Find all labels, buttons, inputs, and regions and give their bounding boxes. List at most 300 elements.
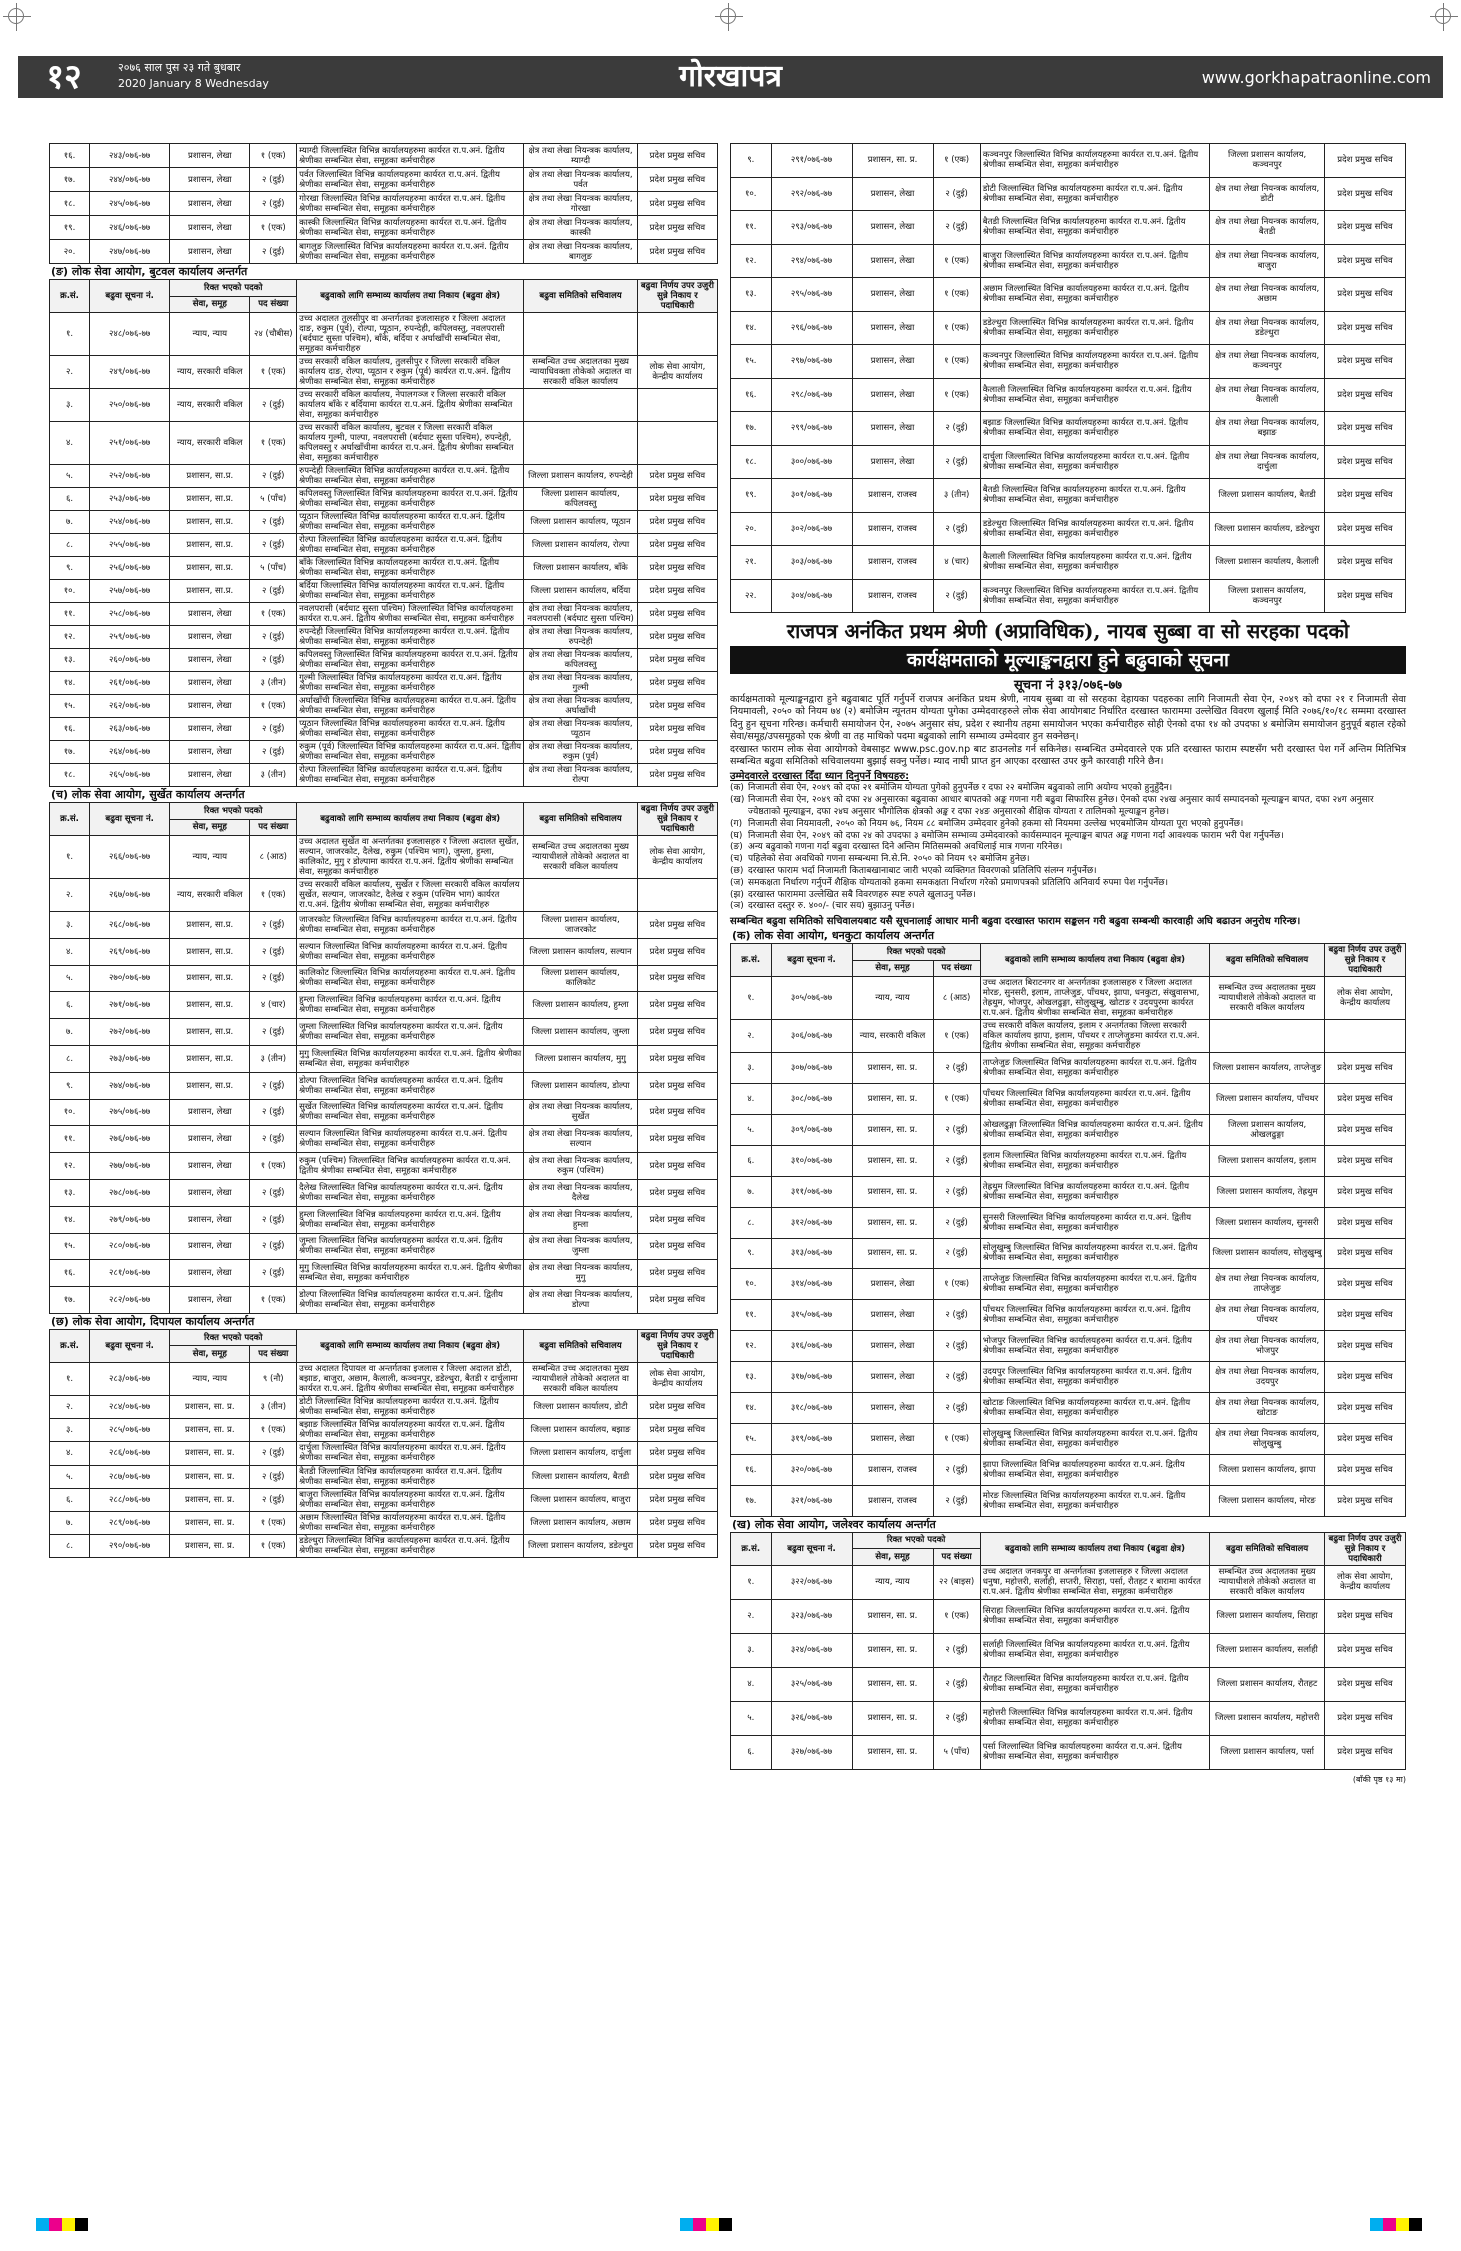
cell-sn: २. bbox=[50, 356, 90, 389]
cell-committee: जिल्ला प्रशासन कार्यालय, रोल्पा bbox=[524, 534, 638, 557]
cell-service-group: प्रशासन, सा. प्र. bbox=[170, 1535, 250, 1558]
cell-sn: ८. bbox=[50, 1535, 90, 1558]
header-vacant-post: रिक्त भएको पदको bbox=[170, 803, 297, 820]
cell-post-count: २ (दुई) bbox=[250, 580, 297, 603]
newspaper-title: गोरखापत्र bbox=[679, 59, 782, 94]
header-complaint-authority: बढुवा निर्णय उपर उजुरी सुन्ने निकाय र पदाधिकारी bbox=[637, 280, 717, 313]
cell-committee: जिल्ला प्रशासन कार्यालय, रौतहट bbox=[1210, 1667, 1325, 1701]
table-row bbox=[50, 603, 718, 626]
cell-post-count: २ (दुई) bbox=[250, 1233, 297, 1260]
table-row bbox=[50, 992, 718, 1019]
cell-eligible-offices: हुम्ला जिल्लास्थित विभिन्न कार्यालयहरुमा कार्यरत रा.प.अनं. द्वितीय श्रेणीका सम्बन्धित सेवा, समूहका कर्मचारीहरु bbox=[297, 1206, 524, 1233]
table-row bbox=[731, 1084, 1406, 1115]
cell-eligible-offices: सर्लाही जिल्लास्थित विभिन्न कार्यालयहरुमा कार्यरत रा.प.अनं. द्वितीय श्रेणीका सम्बन्धित सेवा, समूहका कर्मचारीहरु bbox=[980, 1633, 1210, 1667]
table-row bbox=[50, 511, 718, 534]
cell-eligible-offices: ताप्लेजुङ जिल्लास्थित विभिन्न कार्यालयहरुमा कार्यरत रा.प.अनं. द्वितीय श्रेणीका सम्बन्धित सेवा, समूहका कर्मचारीहरु bbox=[980, 1053, 1210, 1084]
cell-eligible-offices: ताप्लेजुङ जिल्लास्थित विभिन्न कार्यालयहरुमा कार्यरत रा.प.अनं. द्वितीय श्रेणीका सम्बन्धित सेवा, समूहका कर्मचारीहरु bbox=[980, 1269, 1210, 1300]
table-row bbox=[50, 764, 718, 787]
rule-item bbox=[730, 842, 1406, 854]
cell-service-group: प्रशासन, लेखा bbox=[170, 144, 250, 168]
cell-notice-number: २६७/०७६-७७ bbox=[90, 879, 170, 912]
table-row bbox=[50, 144, 718, 168]
cell-notice-number: ३११/०७६-७७ bbox=[771, 1176, 852, 1207]
cell-sn: १५. bbox=[50, 695, 90, 718]
cell-service-group: प्रशासन, लेखा bbox=[170, 1153, 250, 1180]
header-post-count: पद संख्या bbox=[250, 819, 297, 836]
cell-eligible-offices: उच्च अदालत दिपायल वा अन्तर्गतका इजलास र जिल्ला अदालत डोटी, बझाङ, बाजुरा, अछाम, कैलाली, कञ्चनपुर, डडेल्धुरा, बैतडी र दार्चुलामा कार्यरत रा.प.अनं. द्वितीय श्रेणीका सम्बन्धित सेवा, समूहका कर्मचारीहरु bbox=[297, 1362, 524, 1395]
cell-complaint-authority: प्रदेश प्रमुख सचिव bbox=[637, 1045, 717, 1072]
cell-post-count: १ (एक) bbox=[933, 1269, 980, 1300]
cell-post-count: २ (दुई) bbox=[250, 1072, 297, 1099]
cell-eligible-offices: जुम्ला जिल्लास्थित विभिन्न कार्यालयहरुमा कार्यरत रा.प.अनं. द्वितीय श्रेणीका सम्बन्धित सेवा, समूहका कर्मचारीहरु bbox=[297, 1019, 524, 1046]
table-surkhet bbox=[49, 802, 718, 1314]
cell-post-count: २ (दुई) bbox=[250, 626, 297, 649]
cell-eligible-offices: उच्च सरकारी वकिल कार्यालय, बुटवल र जिल्ला सरकारी वकिल कार्यालय गुल्मी, पाल्पा, नवलपरासी (बर्दघाट सुस्ता पश्चिम), रुपन्देही, कपिलवस्तु र अर्घाखाँचीमा कार्यरत रा.प.अनं. द्वितीय श्रेणीका सम्बन्धित सेवा, समूहका कर्मचारीहरु bbox=[297, 422, 524, 465]
cell-notice-number: ३०७/०७६-७७ bbox=[771, 1053, 852, 1084]
cell-committee: जिल्ला प्रशासन कार्यालय, सर्लाही bbox=[1210, 1633, 1325, 1667]
header-post-count: पद संख्या bbox=[933, 1549, 980, 1566]
cell-notice-number: २५१/०७६-७७ bbox=[90, 422, 170, 465]
cell-service-group: प्रशासन, सा. प्र. bbox=[852, 1207, 933, 1238]
header-eligible-offices: बढुवाको लागि सम्भाव्य कार्यालय तथा निकाय (बढुवा क्षेत्र) bbox=[980, 944, 1210, 977]
cell-post-count: २ (दुई) bbox=[250, 718, 297, 741]
section-title-surkhet: (च) लोक सेवा आयोग, सुर्खेत कार्यालय अन्तर्गत bbox=[51, 788, 245, 801]
cell-sn: ५. bbox=[731, 1114, 772, 1145]
cell-eligible-offices: दार्चुला जिल्लास्थित विभिन्न कार्यालयहरुमा कार्यरत रा.प.अनं. द्वितीय श्रेणीका सम्बन्धित सेवा, समूहका कर्मचारीहरु bbox=[297, 1442, 524, 1465]
cell-notice-number: ३०४/०७६-७७ bbox=[771, 579, 852, 613]
cell-eligible-offices: उच्च अदालत बिराटनगर वा अन्तर्गतका इजलासहरु र जिल्ला अदालत मोरङ, सुनसरी, इलाम, ताप्लेजुङ, पाँचथर, झापा, धनकुटा, संखुवासभा, तेह्रथुम, भोजपुर, ओखलढुङ्गा, सोलुखुम्बु, खोटाङ र उदयपुरमा कार्यरत रा.प.अनं. द्वितीय श्रेणीका सम्बन्धित सेवा, समूहका कर्मचारीहरु bbox=[980, 977, 1210, 1020]
cell-eligible-offices: जुम्ला जिल्लास्थित विभिन्न कार्यालयहरुमा कार्यरत रा.प.अनं. द्वितीय श्रेणीका सम्बन्धित सेवा, समूहका कर्मचारीहरु bbox=[297, 1233, 524, 1260]
table-header-row bbox=[50, 1329, 718, 1346]
table-row bbox=[731, 311, 1406, 345]
cell-eligible-offices: रुपन्देही जिल्लास्थित विभिन्न कार्यालयहरुमा कार्यरत रा.प.अनं. द्वितीय श्रेणीका सम्बन्धित सेवा, समूहका कर्मचारीहरु bbox=[297, 465, 524, 488]
cell-post-count: २ (दुई) bbox=[250, 1465, 297, 1488]
cell-sn: ३. bbox=[50, 912, 90, 939]
header-notice-number: बढुवा सूचना नं. bbox=[771, 1532, 852, 1565]
cell-post-count: २ (दुई) bbox=[250, 192, 297, 216]
registration-mark bbox=[720, 8, 736, 24]
cell-eligible-offices: बाँके जिल्लास्थित विभिन्न कार्यालयहरुमा कार्यरत रा.प.अनं. द्वितीय श्रेणीका सम्बन्धित सेवा, समूहका कर्मचारीहरु bbox=[297, 557, 524, 580]
cell-eligible-offices: सिराहा जिल्लास्थित विभिन्न कार्यालयहरुमा कार्यरत रा.प.अनं. द्वितीय श्रेणीका सम्बन्धित सेवा, समूहका कर्मचारीहरु bbox=[980, 1599, 1210, 1633]
cell-post-count: २ (दुई) bbox=[250, 240, 297, 264]
notice-number: सूचना नं ३१३/०७६-७७ bbox=[1013, 678, 1123, 693]
cell-service-group: प्रशासन, सा.प्र. bbox=[170, 938, 250, 965]
cell-committee: क्षेत्र तथा लेखा नियन्त्रक कार्यालय, रोल्पा bbox=[524, 764, 638, 787]
cell-post-count: १ (एक) bbox=[250, 422, 297, 465]
cell-complaint-authority: प्रदेश प्रमुख सचिव bbox=[1325, 1454, 1406, 1485]
cell-eligible-offices: उच्च सरकारी वकिल कार्यालय, सुर्खेत र जिल्ला सरकारी वकिल कार्यालय सुर्खेत, सल्यान, जाजरकोट, दैलेख र रुकुम (पश्चिम भाग) कार्यरत रा.प.अनं. द्वितीय श्रेणीका सम्बन्धित सेवा, समूहका कर्मचारीहरु bbox=[297, 879, 524, 912]
cell-service-group: प्रशासन, सा. प्र. bbox=[852, 1145, 933, 1176]
cell-service-group: प्रशासन, सा. प्र. bbox=[852, 1176, 933, 1207]
website-link[interactable]: www.gorkhapatraonline.com bbox=[1201, 68, 1431, 87]
cell-committee: क्षेत्र तथा लेखा नियन्त्रक कार्यालय, नवलपरासी (बर्दघाट सुस्ता पश्चिम) bbox=[524, 603, 638, 626]
cell-notice-number: २५६/०७६-७७ bbox=[90, 557, 170, 580]
cell-committee: क्षेत्र तथा लेखा नियन्त्रक कार्यालय, डोल्पा bbox=[524, 1287, 638, 1314]
cell-committee: क्षेत्र तथा लेखा नियन्त्रक कार्यालय, डडेल्धुरा bbox=[1210, 311, 1325, 345]
cell-sn: १४. bbox=[50, 672, 90, 695]
cell-sn: ५. bbox=[50, 1465, 90, 1488]
rule-text: दरखास्त दस्तुर रु. ४००/- (चार सय) बुझाउनु पर्नेछ। bbox=[748, 901, 915, 912]
cell-post-count: २ (दुई) bbox=[933, 1454, 980, 1485]
cell-sn: १२. bbox=[50, 1153, 90, 1180]
cell-service-group: प्रशासन, लेखा bbox=[852, 244, 933, 278]
header-complaint-authority: बढुवा निर्णय उपर उजुरी सुन्ने निकाय र पदाधिकारी bbox=[637, 803, 717, 836]
cell-post-count: १ (एक) bbox=[933, 1084, 980, 1115]
cell-notice-number: २६६/०७६-७७ bbox=[90, 836, 170, 879]
cell-post-count: २ (दुई) bbox=[250, 741, 297, 764]
cell-notice-number: ३०२/०७६-७७ bbox=[771, 512, 852, 546]
cell-complaint-authority: प्रदेश प्रमुख सचिव bbox=[637, 240, 717, 264]
cell-complaint-authority: प्रदेश प्रमुख सचिव bbox=[637, 672, 717, 695]
cell-committee: जिल्ला प्रशासन कार्यालय, डडेल्धुरा bbox=[1210, 512, 1325, 546]
cell-sn: ४. bbox=[50, 1442, 90, 1465]
table-header-row bbox=[50, 803, 718, 820]
cell-post-count: २ (दुई) bbox=[250, 1206, 297, 1233]
cell-complaint-authority: प्रदेश प्रमुख सचिव bbox=[637, 1206, 717, 1233]
cell-post-count: २ (दुई) bbox=[933, 1393, 980, 1424]
cell-service-group: प्रशासन, लेखा bbox=[852, 1393, 933, 1424]
cell-notice-number: २६१/०७६-७७ bbox=[90, 672, 170, 695]
cell-sn: ११. bbox=[731, 211, 772, 245]
cell-complaint-authority: प्रदेश प्रमुख सचिव bbox=[637, 1233, 717, 1260]
table-row bbox=[731, 1393, 1406, 1424]
cell-service-group: न्याय, न्याय bbox=[170, 1362, 250, 1395]
cell-notice-number: २५४/०७६-७७ bbox=[90, 511, 170, 534]
cell-notice-number: २८२/०७६-७७ bbox=[90, 1287, 170, 1314]
cell-complaint-authority: प्रदेश प्रमुख सचिव bbox=[1325, 1362, 1406, 1393]
header-vacant-post: रिक्त भएको पदको bbox=[852, 1532, 980, 1549]
cell-complaint-authority: प्रदेश प्रमुख सचिव bbox=[1325, 1114, 1406, 1145]
cell-sn: ११. bbox=[731, 1300, 772, 1331]
cell-notice-number: २९६/०७६-७७ bbox=[771, 311, 852, 345]
header-notice-number: बढुवा सूचना नं. bbox=[90, 280, 170, 313]
cell-committee: क्षेत्र तथा लेखा नियन्त्रक कार्यालय, बैतडी bbox=[1210, 211, 1325, 245]
table-row bbox=[731, 1633, 1406, 1667]
cell-post-count: २ (दुई) bbox=[933, 1485, 980, 1516]
cell-sn: १९. bbox=[731, 479, 772, 513]
cell-notice-number: ३०६/०७६-७७ bbox=[771, 1020, 852, 1053]
cell-notice-number: २४६/०७६-७७ bbox=[90, 216, 170, 240]
cell-notice-number: २८४/०७६-७७ bbox=[90, 1395, 170, 1418]
header-sn: क्र.सं. bbox=[50, 280, 90, 313]
cell-notice-number: २८१/०७६-७७ bbox=[90, 1260, 170, 1287]
cell-committee bbox=[524, 879, 638, 912]
cell-sn: १. bbox=[731, 977, 772, 1020]
header-notice-number: बढुवा सूचना नं. bbox=[771, 944, 852, 977]
cell-notice-number: २७८/०७६-७७ bbox=[90, 1179, 170, 1206]
cell-service-group: प्रशासन, लेखा bbox=[852, 1300, 933, 1331]
masthead bbox=[18, 56, 1443, 98]
table-row bbox=[50, 1072, 718, 1099]
table-row bbox=[731, 479, 1406, 513]
cell-committee: क्षेत्र तथा लेखा नियन्त्रक कार्यालय, म्याग्दी bbox=[524, 144, 638, 168]
right-column bbox=[730, 143, 1406, 1785]
cell-service-group: प्रशासन, राजस्व bbox=[852, 579, 933, 613]
cell-post-count: २ (दुई) bbox=[250, 1099, 297, 1126]
table-row bbox=[50, 912, 718, 939]
cell-complaint-authority: प्रदेश प्रमुख सचिव bbox=[1325, 1269, 1406, 1300]
cell-post-count: २ (दुई) bbox=[933, 1176, 980, 1207]
notice-closing: सम्बन्धित बढुवा समितिको सचिवालयबाट यसै सूचनालाई आधार मानी बढुवा दरखास्त फाराम सङ्कलन गरी बढुवा सम्बन्धी कारवाही अघि बढाउन अनुरोध गरिन्छ। bbox=[730, 916, 1301, 928]
cell-service-group: प्रशासन, सा.प्र. bbox=[170, 534, 250, 557]
header-complaint-authority: बढुवा निर्णय उपर उजुरी सुन्ने निकाय र पदाधिकारी bbox=[637, 1329, 717, 1362]
table-row bbox=[731, 211, 1406, 245]
cell-eligible-offices: रुकुम (पश्चिम) जिल्लास्थित विभिन्न कार्यालयहरुमा कार्यरत रा.प.अनं. द्वितीय श्रेणीका सम्बन्धित सेवा, समूहका कर्मचारीहरु bbox=[297, 1153, 524, 1180]
header-service-group: सेवा, समूह bbox=[170, 1346, 250, 1363]
cell-complaint-authority: प्रदेश प्रमुख सचिव bbox=[637, 1488, 717, 1511]
cell-service-group: न्याय, सरकारी वकिल bbox=[170, 422, 250, 465]
cell-sn: ३. bbox=[50, 389, 90, 422]
cell-complaint-authority: प्रदेश प्रमुख सचिव bbox=[1325, 1207, 1406, 1238]
cell-post-count: ५ (पाँच) bbox=[933, 1735, 980, 1769]
cell-notice-number: २९२/०७६-७७ bbox=[771, 177, 852, 211]
cell-complaint-authority: प्रदेश प्रमुख सचिव bbox=[1325, 412, 1406, 446]
cell-post-count: २ (दुई) bbox=[933, 1633, 980, 1667]
rule-marker: (क) bbox=[730, 783, 744, 794]
cell-sn: ९. bbox=[50, 557, 90, 580]
cell-eligible-offices: बाजुरा जिल्लास्थित विभिन्न कार्यालयहरुमा कार्यरत रा.प.अनं. द्वितीय श्रेणीका सम्बन्धित सेवा, समूहका कर्मचारीहरु bbox=[980, 244, 1210, 278]
cell-complaint-authority: प्रदेश प्रमुख सचिव bbox=[637, 534, 717, 557]
cell-post-count: २ (दुई) bbox=[250, 534, 297, 557]
cell-post-count: २ (दुई) bbox=[933, 1300, 980, 1331]
cell-service-group: प्रशासन, लेखा bbox=[170, 192, 250, 216]
cell-service-group: प्रशासन, लेखा bbox=[852, 445, 933, 479]
cell-notice-number: २६८/०७६-७७ bbox=[90, 912, 170, 939]
table-row bbox=[731, 1565, 1406, 1599]
table-row bbox=[731, 977, 1406, 1020]
cell-notice-number: ३२६/०७६-७७ bbox=[771, 1701, 852, 1735]
cell-sn: ७. bbox=[50, 1511, 90, 1534]
table-row bbox=[50, 356, 718, 389]
table-row bbox=[50, 1099, 718, 1126]
cell-post-count: १ (एक) bbox=[933, 144, 980, 178]
cell-committee: जिल्ला प्रशासन कार्यालय, दार्चुला bbox=[524, 1442, 638, 1465]
cell-notice-number: ३००/०७६-७७ bbox=[771, 445, 852, 479]
cell-eligible-offices: डोटी जिल्लास्थित विभिन्न कार्यालयहरुमा कार्यरत रा.प.अनं. द्वितीय श्रेणीका सम्बन्धित सेवा, समूहका कर्मचारीहरु bbox=[297, 1395, 524, 1418]
table-header-row bbox=[731, 1532, 1406, 1549]
cell-post-count: २ (दुई) bbox=[250, 1442, 297, 1465]
cell-post-count: २ (दुई) bbox=[250, 465, 297, 488]
cell-sn: ६. bbox=[50, 992, 90, 1019]
cell-sn: ४. bbox=[50, 422, 90, 465]
cell-sn: ८. bbox=[50, 1045, 90, 1072]
cell-committee: क्षेत्र तथा लेखा नियन्त्रक कार्यालय, कैलाली bbox=[1210, 378, 1325, 412]
cell-eligible-offices: खोटाङ जिल्लास्थित विभिन्न कार्यालयहरुमा कार्यरत रा.प.अनं. द्वितीय श्रेणीका सम्बन्धित सेवा, समूहका कर्मचारीहरु bbox=[980, 1393, 1210, 1424]
rule-marker: (छ) bbox=[730, 866, 744, 877]
table-butwal bbox=[49, 279, 718, 787]
table-row bbox=[731, 1300, 1406, 1331]
cell-committee: जिल्ला प्रशासन कार्यालय, ताप्लेजुङ bbox=[1210, 1053, 1325, 1084]
cell-notice-number: २८७/०७६-७७ bbox=[90, 1465, 170, 1488]
cell-sn: १७. bbox=[50, 168, 90, 192]
cell-post-count: १ (एक) bbox=[250, 879, 297, 912]
rule-text: दरखास्त फाराम भर्दा निजामती किताबखानाबाट जारी भएको व्यक्तिगत विवरणको प्रतिलिपि संलग्न गर्नुपर्नेछ। bbox=[748, 866, 1097, 877]
table-row bbox=[50, 836, 718, 879]
table-row bbox=[731, 1485, 1406, 1516]
cell-sn: १३. bbox=[50, 649, 90, 672]
continued-note: (बाँकी पृष्ठ १३ मा) bbox=[1352, 1774, 1406, 1784]
cell-post-count: १ (एक) bbox=[250, 603, 297, 626]
cell-eligible-offices: बझाङ जिल्लास्थित विभिन्न कार्यालयहरुमा कार्यरत रा.प.अनं. द्वितीय श्रेणीका सम्बन्धित सेवा, समूहका कर्मचारीहरु bbox=[297, 1419, 524, 1442]
cell-notice-number: ३२०/०७६-७७ bbox=[771, 1454, 852, 1485]
cell-complaint-authority: प्रदेश प्रमुख सचिव bbox=[637, 649, 717, 672]
cell-notice-number: २५०/०७६-७७ bbox=[90, 389, 170, 422]
cell-complaint-authority: प्रदेश प्रमुख सचिव bbox=[637, 465, 717, 488]
table-row bbox=[731, 512, 1406, 546]
header-sn: क्र.सं. bbox=[731, 1532, 772, 1565]
cell-complaint-authority: प्रदेश प्रमुख सचिव bbox=[637, 1442, 717, 1465]
cell-committee: जिल्ला प्रशासन कार्यालय, सुनसरी bbox=[1210, 1207, 1325, 1238]
table-row bbox=[731, 144, 1406, 178]
cell-service-group: प्रशासन, राजस्व bbox=[852, 479, 933, 513]
cell-post-count: १ (एक) bbox=[250, 1153, 297, 1180]
cell-complaint-authority: प्रदेश प्रमुख सचिव bbox=[1325, 1633, 1406, 1667]
cell-complaint-authority: प्रदेश प्रमुख सचिव bbox=[637, 1465, 717, 1488]
cell-service-group: प्रशासन, सा. प्र. bbox=[852, 1053, 933, 1084]
cell-post-count: २ (दुई) bbox=[933, 1053, 980, 1084]
cell-notice-number: ३०३/०७६-७७ bbox=[771, 546, 852, 580]
rule-text: निजामती सेवा ऐन, २०४९ को दफा २१ बमोजिम योग्यता पुगेको हुनुपर्नेछ र दफा २२ बमोजिम बढुवाको लागि अयोग्य भएको हुनुहुँदैन। bbox=[748, 783, 1173, 794]
cell-committee: क्षेत्र तथा लेखा नियन्त्रक कार्यालय, भोजपुर bbox=[1210, 1331, 1325, 1362]
cell-post-count: १ (एक) bbox=[933, 1020, 980, 1053]
rule-item bbox=[730, 831, 1406, 843]
cell-complaint-authority: प्रदेश प्रमुख सचिव bbox=[1325, 1701, 1406, 1735]
cell-complaint-authority: प्रदेश प्रमुख सचिव bbox=[637, 168, 717, 192]
cell-post-count: १ (एक) bbox=[933, 1423, 980, 1454]
cell-committee bbox=[524, 422, 638, 465]
cell-eligible-offices: मुगु जिल्लास्थित विभिन्न कार्यालयहरुमा कार्यरत रा.प.अनं. द्वितीय श्रेणीका सम्बन्धित सेवा, समूहका कर्मचारीहरु bbox=[297, 1045, 524, 1072]
cell-sn: २. bbox=[731, 1599, 772, 1633]
cell-service-group: प्रशासन, राजस्व bbox=[852, 546, 933, 580]
cell-eligible-offices: प्यूठान जिल्लास्थित विभिन्न कार्यालयहरुमा कार्यरत रा.प.अनं. द्वितीय श्रेणीका सम्बन्धित सेवा, समूहका कर्मचारीहरु bbox=[297, 718, 524, 741]
cell-post-count: ३ (तीन) bbox=[250, 764, 297, 787]
color-bar bbox=[36, 2218, 88, 2231]
cell-service-group: प्रशासन, लेखा bbox=[170, 168, 250, 192]
cell-notice-number: ३१७/०७६-७७ bbox=[771, 1362, 852, 1393]
cell-committee: जिल्ला प्रशासन कार्यालय, महोत्तरी bbox=[1210, 1701, 1325, 1735]
section-title-dhankuta: (क) लोक सेवा आयोग, धनकुटा कार्यालय अन्तर्गत bbox=[732, 929, 935, 943]
table-row bbox=[731, 1176, 1406, 1207]
table-row bbox=[731, 278, 1406, 312]
cell-sn: ९. bbox=[731, 1238, 772, 1269]
color-bar bbox=[1370, 2218, 1422, 2231]
cell-committee: जिल्ला प्रशासन कार्यालय, डोल्पा bbox=[524, 1072, 638, 1099]
cell-committee: जिल्ला प्रशासन कार्यालय, सिराहा bbox=[1210, 1599, 1325, 1633]
cell-complaint-authority: प्रदेश प्रमुख सचिव bbox=[637, 488, 717, 511]
cell-service-group: न्याय, सरकारी वकिल bbox=[170, 879, 250, 912]
cell-eligible-offices: बझाङ जिल्लास्थित विभिन्न कार्यालयहरुमा कार्यरत रा.प.अनं. द्वितीय श्रेणीका सम्बन्धित सेवा, समूहका कर्मचारीहरु bbox=[980, 412, 1210, 446]
cell-complaint-authority: प्रदेश प्रमुख सचिव bbox=[637, 1126, 717, 1153]
cell-service-group: प्रशासन, राजस्व bbox=[852, 512, 933, 546]
cell-eligible-offices: डडेल्धुरा जिल्लास्थित विभिन्न कार्यालयहरुमा कार्यरत रा.प.अनं. द्वितीय श्रेणीका सम्बन्धित सेवा, समूहका कर्मचारीहरु bbox=[980, 311, 1210, 345]
cell-service-group: प्रशासन, राजस्व bbox=[852, 1485, 933, 1516]
cell-post-count: २ (दुई) bbox=[250, 912, 297, 939]
rule-text: निजामती सेवा ऐन, २०४९ को दफा २४ अनुसारका बढुवाका आधार बापतको अङ्क गणना गरी बढुवा सिफारिस हुनेछ। ऐनको दफा २४ख अनुसार कार्य सम्पादनको मूल्याङ्कन बापत, दफा २४ग अनुसार ज्येष्ठताको मूल्याङ्कन, दफा २४घ अनुसार भौगोलिक क्षेत्रको अङ्क र दफा २४ङ अनुसारको शैक्षिक योग्यता र तालिमको मूल्याङ्कन हुनेछ। bbox=[748, 795, 1374, 818]
cell-eligible-offices: हुम्ला जिल्लास्थित विभिन्न कार्यालयहरुमा कार्यरत रा.प.अनं. द्वितीय श्रेणीका सम्बन्धित सेवा, समूहका कर्मचारीहरु bbox=[297, 992, 524, 1019]
table-row bbox=[50, 389, 718, 422]
cell-sn: ४. bbox=[731, 1667, 772, 1701]
cell-notice-number: ३२४/०७६-७७ bbox=[771, 1633, 852, 1667]
table-janakpur bbox=[730, 1532, 1406, 1770]
date-english: 2020 January 8 Wednesday bbox=[118, 77, 269, 90]
cell-service-group: प्रशासन, लेखा bbox=[170, 240, 250, 264]
cell-notice-number: २५२/०७६-७७ bbox=[90, 465, 170, 488]
cell-committee: जिल्ला प्रशासन कार्यालय, जुम्ला bbox=[524, 1019, 638, 1046]
cell-complaint-authority: प्रदेश प्रमुख सचिव bbox=[1325, 1485, 1406, 1516]
cell-complaint-authority: प्रदेश प्रमुख सचिव bbox=[1325, 1053, 1406, 1084]
table-row bbox=[731, 244, 1406, 278]
cell-post-count: २ (दुई) bbox=[933, 1331, 980, 1362]
rule-item bbox=[730, 783, 1406, 795]
cell-committee: क्षेत्र तथा लेखा नियन्त्रक कार्यालय, प्यूठान bbox=[524, 718, 638, 741]
cell-notice-number: ३२३/०७६-७७ bbox=[771, 1599, 852, 1633]
cell-sn: ८. bbox=[731, 1207, 772, 1238]
cell-post-count: २ (दुई) bbox=[933, 1701, 980, 1735]
color-bar bbox=[680, 2218, 732, 2231]
table-row bbox=[50, 672, 718, 695]
cell-complaint-authority: प्रदेश प्रमुख सचिव bbox=[637, 695, 717, 718]
cell-sn: १. bbox=[731, 1565, 772, 1599]
cell-complaint-authority: प्रदेश प्रमुख सचिव bbox=[1325, 345, 1406, 379]
cell-notice-number: ३१०/०७६-७७ bbox=[771, 1145, 852, 1176]
cell-eligible-offices: बागलुङ जिल्लास्थित विभिन्न कार्यालयहरुमा कार्यरत रा.प.अनं. द्वितीय श्रेणीका सम्बन्धित सेवा, समूहका कर्मचारीहरु bbox=[297, 240, 524, 264]
rule-marker: (झ) bbox=[730, 889, 744, 900]
cell-service-group: प्रशासन, लेखा bbox=[852, 1331, 933, 1362]
header-service-group: सेवा, समूह bbox=[170, 819, 250, 836]
cell-eligible-offices: डोल्पा जिल्लास्थित विभिन्न कार्यालयहरुमा कार्यरत रा.प.अनं. द्वितीय श्रेणीका सम्बन्धित सेवा, समूहका कर्मचारीहरु bbox=[297, 1072, 524, 1099]
table-row bbox=[50, 649, 718, 672]
cell-committee: क्षेत्र तथा लेखा नियन्त्रक कार्यालय, उदयपुर bbox=[1210, 1362, 1325, 1393]
cell-service-group: प्रशासन, लेखा bbox=[170, 649, 250, 672]
cell-sn: ८. bbox=[50, 534, 90, 557]
cell-eligible-offices: रोल्पा जिल्लास्थित विभिन्न कार्यालयहरुमा कार्यरत रा.प.अनं. द्वितीय श्रेणीका सम्बन्धित सेवा, समूहका कर्मचारीहरु bbox=[297, 764, 524, 787]
cell-complaint-authority: प्रदेश प्रमुख सचिव bbox=[637, 912, 717, 939]
table-row bbox=[731, 1269, 1406, 1300]
cell-service-group: प्रशासन, लेखा bbox=[170, 1233, 250, 1260]
cell-notice-number: ३०५/०७६-७७ bbox=[771, 977, 852, 1020]
header-complaint-authority: बढुवा निर्णय उपर उजुरी सुन्ने निकाय र पदाधिकारी bbox=[1325, 1532, 1406, 1565]
table-row bbox=[731, 177, 1406, 211]
table-row bbox=[731, 1053, 1406, 1084]
cell-sn: ९. bbox=[731, 144, 772, 178]
cell-service-group: न्याय, न्याय bbox=[852, 977, 933, 1020]
cell-committee: जिल्ला प्रशासन कार्यालय, कञ्चनपुर bbox=[1210, 579, 1325, 613]
cell-notice-number: ३०८/०७६-७७ bbox=[771, 1084, 852, 1115]
table-row bbox=[50, 879, 718, 912]
cell-eligible-offices: महोत्तरी जिल्लास्थित विभिन्न कार्यालयहरुमा कार्यरत रा.प.अनं. द्वितीय श्रेणीका सम्बन्धित सेवा, समूहका कर्मचारीहरु bbox=[980, 1701, 1210, 1735]
cell-service-group: प्रशासन, सा. प्र. bbox=[852, 1084, 933, 1115]
cell-post-count: २ (दुई) bbox=[933, 579, 980, 613]
header-committee: बढुवा समितिको सचिवालय bbox=[1210, 944, 1325, 977]
cell-service-group: प्रशासन, सा. प्र. bbox=[852, 1633, 933, 1667]
notice-heading: राजपत्र अनंकित प्रथम श्रेणी (अप्राविधिक), नायब सुब्बा वा सो सरहका पदको bbox=[786, 619, 1350, 643]
cell-complaint-authority bbox=[637, 422, 717, 465]
cell-notice-number: ३१३/०७६-७७ bbox=[771, 1238, 852, 1269]
cell-post-count: २ (दुई) bbox=[250, 649, 297, 672]
cell-post-count: १ (एक) bbox=[250, 144, 297, 168]
cell-service-group: प्रशासन, लेखा bbox=[852, 1362, 933, 1393]
cell-service-group: प्रशासन, सा.प्र. bbox=[170, 511, 250, 534]
cell-eligible-offices: उच्च अदालत सुर्खेत वा अन्तर्गतका इजलासहरु र जिल्ला अदालत सुर्खेत, सल्यान, जाजरकोट, दैलेख, रुकुम (पश्चिम भाग), जुम्ला, हुम्ला, कालिकोट, मुगु र डोल्पामा कार्यरत रा.प.अनं. द्वितीय श्रेणीका सम्बन्धित सेवा, समूहका कर्मचारीहरु bbox=[297, 836, 524, 879]
cell-sn: १८. bbox=[50, 764, 90, 787]
cell-committee: क्षेत्र तथा लेखा नियन्त्रक कार्यालय, बागलुङ bbox=[524, 240, 638, 264]
cell-eligible-offices: रुपन्देही जिल्लास्थित विभिन्न कार्यालयहरुमा कार्यरत रा.प.अनं. द्वितीय श्रेणीका सम्बन्धित सेवा, समूहका कर्मचारीहरु bbox=[297, 626, 524, 649]
cell-post-count: २ (दुई) bbox=[250, 938, 297, 965]
cell-committee: सम्बन्धित उच्च अदालतका मुख्य न्यायाधीशले तोकेको अदालत वा सरकारी वकिल कार्यालय bbox=[1210, 1565, 1325, 1599]
header-sn: क्र.सं. bbox=[50, 1329, 90, 1362]
cell-sn: १४. bbox=[50, 1206, 90, 1233]
cell-complaint-authority: प्रदेश प्रमुख सचिव bbox=[637, 603, 717, 626]
